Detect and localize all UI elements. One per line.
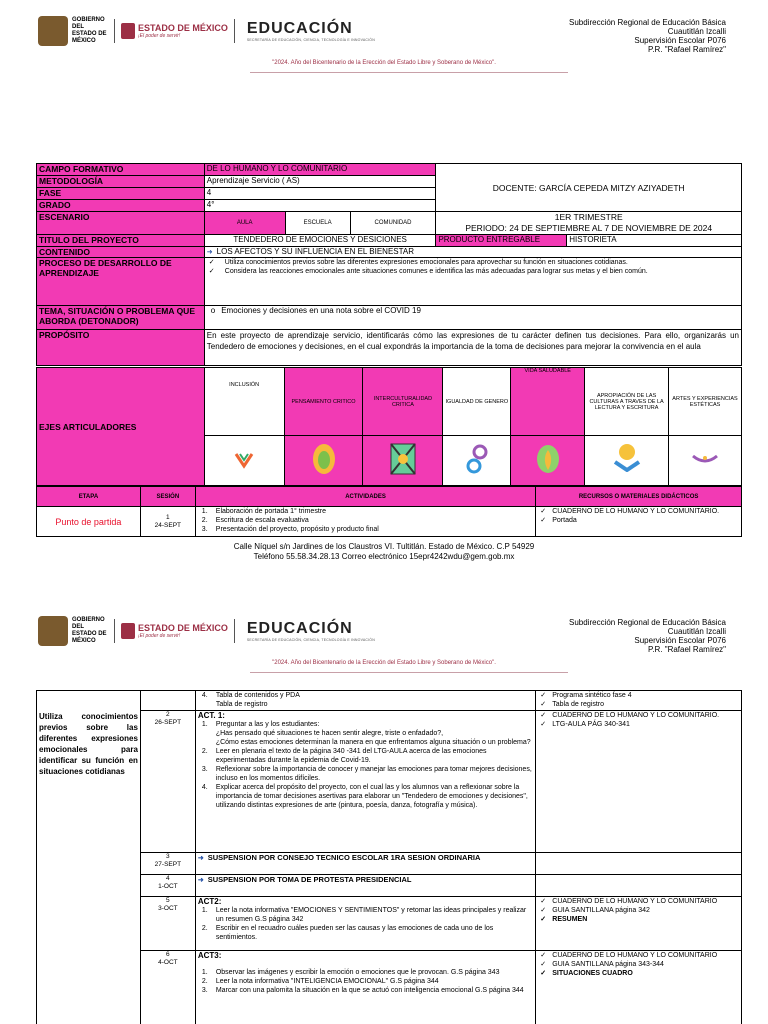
sesion-date: 26-SEPT: [154, 719, 182, 726]
recurso-item: ✓ CUADERNO DE LO HUMANO Y LO COMUNITARIO: [538, 951, 739, 960]
actividades-header: ACTIVIDADES: [195, 487, 535, 507]
recurso-item: ✓ GUIA SANTILLANA página 343-344: [538, 960, 739, 969]
sesion-5-actividades: [195, 897, 535, 951]
header-right-line: Subdirección Regional de Educación Básica: [569, 18, 726, 27]
recursos-header: RECURSOS O MATERIALES DIDÁCTICOS: [536, 487, 742, 507]
plan-table-p2: [36, 690, 742, 1024]
proceso-label: PROCESO DE DESARROLLO DE APRENDIZAJE: [37, 258, 205, 306]
sesion-date: 27-SEPT: [154, 861, 182, 868]
tema-value: Emociones y decisiones en una nota sobre el COVID 19: [221, 306, 421, 315]
header-right-line: P.R. "Rafael Ramírez": [647, 645, 726, 654]
actividades-list: [198, 968, 533, 995]
sesion-2-cell: [140, 711, 195, 853]
actividad-text: Marcar con una palomita la situación en la que se actuó con inteligencia emocional G.S página 344: [215, 987, 524, 994]
eje-pensamiento: PENSAMIENTO CRITICO: [284, 368, 363, 436]
eje-vida: VIDA SALUDABLE: [511, 368, 585, 436]
gob-line3: MÉXICO: [72, 38, 96, 44]
sesion-6-cell: [140, 951, 195, 1024]
gob-line1: GOBIERNO DEL: [72, 617, 105, 630]
actividad-item: 1. Elaboración de portada 1° trimestre: [201, 508, 326, 515]
educacion-logo: [247, 20, 375, 42]
header-right-line: Supervisión Escolar P076: [634, 36, 726, 45]
sesion-2-recursos: [536, 711, 742, 853]
actividad-item: 1. Preguntar a las y los estudiantes:: [201, 721, 320, 728]
trimestre: 1ER TRIMESTRE: [554, 212, 623, 222]
sesion-5-recursos: [536, 897, 742, 951]
sesion-cell: [140, 507, 195, 537]
eje-igualdad-icon-cell: [443, 436, 511, 486]
recursos-list: [538, 711, 739, 729]
eje-pensamiento-icon-cell: [284, 436, 363, 486]
eje-artes-icon-cell: [669, 436, 742, 486]
proceso-list: [207, 258, 739, 276]
gob-line2: ESTADO DE: [72, 631, 107, 637]
recurso-item: ✓ LTG-AULA PÁG 340-341: [538, 720, 739, 729]
metodologia-value: Aprendizaje Servicio ( AS): [204, 176, 436, 188]
etapa-value: Punto de partida: [37, 507, 141, 537]
edomex-logo: [121, 623, 228, 639]
educacion-subtitle: SECRETARÍA DE EDUCACIÓN, CIENCIA, TECNOLOGÍA E INNOVACIÓN: [246, 638, 375, 642]
sesion-4-actividades: [195, 875, 535, 897]
sesion-4-cell: [140, 875, 195, 897]
recurso-item: ✓ CUADERNO DE LO HUMANO Y LO COMUNITARIO.: [538, 711, 739, 720]
actividad-item: 3. Presentación del proyecto, propósito y producto final: [201, 526, 379, 533]
escenario-comunidad: COMUNIDAD: [350, 212, 436, 235]
actividad-text: Elaboración de portada 1° trimestre: [215, 508, 326, 515]
motto-text: "2024. Año del Bicentenario de la Erección del Estado Libre y Soberano de México".: [272, 60, 496, 66]
producto-value: HISTORIETA: [567, 235, 742, 247]
actividad-text: Presentación del proyecto, propósito y producto final: [215, 526, 379, 533]
vida-saludable-icon: [535, 442, 561, 476]
eje-inclusion: INCLUSIÓN: [204, 368, 284, 436]
actividad-text: Leer la nota informativa "INTELIGENCIA EMOCIONAL" G.S página 344: [215, 978, 439, 985]
footer-contact: Teléfono 55.58.34.28.13 Correo electrónico 15epr4242wdu@gem.gob.mx: [253, 552, 515, 561]
etapa-header: ETAPA: [37, 487, 141, 507]
actividad-text: Escribir en el recuadro cuáles pueden ser las causas y las emociones de cada uno de los sentimientos.: [215, 925, 494, 941]
motto-underline: [250, 672, 568, 673]
page-2: [0, 600, 768, 1024]
escenario-escuela: ESCUELA: [285, 212, 350, 235]
escenario-label: ESCENARIO: [37, 212, 205, 235]
actividad-item: 2. Leer la nota informativa "INTELIGENCIA EMOCIONAL" G.S página 344: [201, 978, 439, 985]
edomex-slogan: ¡El poder de servir!: [138, 632, 181, 639]
campo-value: DE LO HUMANO Y LO COMUNITARIO: [204, 164, 436, 176]
actividad-text: Leer en plenaria el texto de la página 340 -341 del LTG-AULA acerca de las emociones experimentadas durante la epidemia de Covid-19.: [215, 748, 487, 764]
trimestre-cell: [436, 212, 742, 235]
page-header: [0, 0, 768, 70]
ejes-label: EJES ARTICULADORES: [37, 368, 205, 486]
actividad-item: 4. Explicar acerca del propósito del proyecto, con el cual las y los alumnos van a reflexionar sobre la importancia de tomar decisiones asertivas para elaborar un "Tendedero de emociones y decisiones", utilizando distintas expresiones de arte (pintura, poesía, danza, fotografía y música).: [201, 784, 528, 809]
divider: [234, 619, 235, 643]
tema-label: TEMA, SITUACIÓN O PROBLEMA QUE ABORDA (DETONADOR): [37, 306, 205, 330]
motto: [0, 660, 768, 666]
actividad-item: 3. Marcar con una palomita la situación en la que se actuó con inteligencia emocional G.S página 344: [201, 987, 524, 994]
sesion-header: SESIÓN: [140, 487, 195, 507]
header-right: [569, 618, 726, 654]
actividad-item: [198, 738, 533, 747]
side-text: Utiliza conocimientos previos sobre las diferentes expresiones emocionales para identificar su función en situaciones cotidianas: [37, 691, 141, 1024]
eje-igualdad: IGUALDAD DE GENERO: [443, 368, 511, 436]
docente: DOCENTE: GARCÍA CEPEDA MITZY AZIYADETH: [436, 164, 742, 212]
eje-vida-icon-cell: [511, 436, 585, 486]
actividad-text: Preguntar a las y los estudiantes:: [215, 721, 320, 728]
header-right-line: Cuautitlán Izcalli: [667, 27, 726, 36]
sesion-5-cell: [140, 897, 195, 951]
edomex-name: ESTADO DE MÉXICO: [138, 22, 228, 33]
actividad-item: 2. Escribir en el recuadro cuáles pueden ser las causas y las emociones de cada uno de los sentimientos.: [201, 925, 494, 941]
recursos-list: [538, 951, 739, 978]
gob-line3: MÉXICO: [72, 638, 96, 644]
suspension-text: SUSPENSION POR CONSEJO TECNICO ESCOLAR 1RA SESION ORDINARIA: [207, 853, 481, 862]
recurso-item: ✓ Programa sintético fase 4: [538, 691, 739, 700]
actividades-list: [198, 906, 533, 942]
sesion-2-actividades: [195, 711, 535, 853]
arrow-icon: [198, 875, 208, 884]
educacion-subtitle: SECRETARÍA DE EDUCACIÓN, CIENCIA, TECNOLOGÍA E INNOVACIÓN: [246, 38, 375, 42]
lectura-icon: [613, 442, 641, 472]
logo-group: [38, 616, 375, 646]
row0-actividades: [195, 691, 535, 711]
motto-text: "2024. Año del Bicentenario de la Erección del Estado Libre y Soberano de México".: [272, 660, 496, 666]
tema-cell: o Emociones y decisiones en una nota sobre el COVID 19: [204, 306, 741, 330]
proceso-item: ✓ Considera las reacciones emocionales ante situaciones comunes e identifica las más adecuadas para lograr sus metas y el bien común.: [207, 267, 739, 276]
sesion-date: 3-OCT: [158, 905, 178, 912]
recursos-cell: [536, 507, 742, 537]
suspension-text: SUSPENSION POR TOMA DE PROTESTA PRESIDENCIAL: [207, 875, 412, 884]
actividad-text: ¿Has pensado qué situaciones te hacen sentir alegre, triste o enfadado?,: [215, 730, 444, 737]
titulo-label: TITULO DEL PROYECTO: [37, 235, 205, 247]
header-right: [569, 18, 726, 54]
sesion-num: 4: [166, 875, 170, 882]
footer-address: Calle Níquel s/n Jardines de los Claustros VI. Tultitlán. Estado de México. C.P 54929: [233, 542, 535, 551]
edomex-logo: [121, 23, 228, 39]
empty-cell: [536, 875, 742, 897]
sesion-num: 5: [166, 897, 170, 904]
proposito-label: PROPÓSITO: [37, 330, 205, 366]
eje-lectura: APROPIACIÓN DE LAS CULTURAS A TRAVES DE LA LECTURA Y ESCRITURA: [585, 368, 669, 436]
recurso-item: ✓ CUADERNO DE LO HUMANO Y LO COMUNITARIO: [538, 897, 739, 906]
igualdad-icon: [464, 442, 490, 476]
sesion-date: 24-SEPT: [154, 521, 182, 529]
project-form-table: [36, 163, 742, 366]
header-right-line: Supervisión Escolar P076: [634, 636, 726, 645]
arrow-icon: [198, 853, 208, 862]
sesion-num: 2: [166, 711, 170, 718]
recurso-item: ✓ CUADERNO DE LO HUMANO Y LO COMUNITARIO.: [538, 507, 739, 516]
recursos-list: [538, 507, 739, 525]
header-right-line: P.R. "Rafael Ramírez": [647, 45, 726, 54]
sesion-date: 4-OCT: [158, 959, 178, 966]
actividad-text: Explicar acerca del propósito del proyecto, con el cual las y los alumnos van a reflexionar sobre la importancia de tomar decisiones asertivas para elaborar un "Tendedero de emociones y decisiones", utilizando distintas expresiones de arte (pintura, poesía, danza, fotografía y música).: [215, 784, 528, 809]
interculturalidad-icon: [389, 442, 417, 476]
empty-cell: [536, 853, 742, 875]
educacion-title: EDUCACIÓN: [246, 620, 353, 637]
fase-label: FASE: [37, 188, 205, 200]
gob-line2: ESTADO DE: [72, 31, 107, 37]
sesion-6-recursos: [536, 951, 742, 1024]
sesion-3-actividades: [195, 853, 535, 875]
actividad-text: Tabla de registro: [215, 701, 268, 708]
recurso-item: ✓ Portada: [538, 516, 739, 525]
header-right-line: Subdirección Regional de Educación Básica: [569, 618, 726, 627]
actividad-item: [198, 729, 533, 738]
campo-label: CAMPO FORMATIVO: [37, 164, 205, 176]
actividades-list: [198, 720, 533, 810]
eje-artes: ARTES Y EXPERIENCIAS ESTÉTICAS: [669, 368, 742, 436]
sesion-num: 3: [166, 853, 170, 860]
actividad-item: 3. Reflexionar sobre la importancia de conocer y manejar las emociones para tomar mejores decisiones, incluso en los momentos difíciles.: [201, 766, 532, 782]
educacion-logo: [247, 620, 375, 642]
titulo-value: TENDEDERO DE EMOCIONES Y DESICIONES: [204, 235, 436, 247]
sesion-date: 1-OCT: [158, 883, 178, 890]
eje-lectura-icon-cell: [585, 436, 669, 486]
footer: [0, 542, 768, 562]
sesion-6-actividades: [195, 951, 535, 1024]
edomex-icon: [121, 623, 135, 639]
actividad-text: Escritura de escala evaluativa: [215, 517, 309, 524]
edomex-slogan: ¡El poder de servir!: [138, 32, 181, 39]
pensamiento-icon: [311, 442, 337, 476]
plan-table-p1: [36, 486, 742, 537]
sesion-num: 6: [166, 951, 170, 958]
artes-icon: [691, 452, 719, 466]
header-right-line: Cuautitlán Izcalli: [667, 627, 726, 636]
act-title: ACT2:: [197, 897, 222, 906]
actividad-text: ¿Cómo estas emociones determinan la manera en que enfrentamos alguna situación o un problema?: [215, 739, 531, 746]
seal-icon: [38, 16, 68, 46]
sesion-3-cell: [140, 853, 195, 875]
divider: [234, 19, 235, 43]
motto: [0, 60, 768, 66]
contenido-label: CONTENIDO: [37, 247, 205, 258]
edomex-icon: [121, 23, 135, 39]
actividad-item: 1. Observar las imágenes y escribir la emoción o emociones que le provocan. G.S página 343: [201, 969, 500, 976]
proceso-cell: [204, 258, 741, 306]
divider: [114, 619, 115, 643]
actividad-item: 2. Leer en plenaria el texto de la página 340 -341 del LTG-AULA acerca de las emociones experimentadas durante la epidemia de Covid-19.: [201, 748, 487, 764]
escenario-aula: AULA: [204, 212, 285, 235]
inclusion-icon: [233, 448, 255, 470]
logo-group: [38, 16, 375, 46]
act-title: ACT. 1:: [197, 711, 225, 720]
recurso-item: ✓ Tabla de registro: [538, 700, 739, 709]
actividad-item: [198, 700, 533, 709]
empty-cell: [140, 691, 195, 711]
recurso-item: ✓ GUIA SANTILLANA página 342: [538, 906, 739, 915]
fase-value: 4: [204, 188, 436, 200]
contenido-value: LOS AFECTOS Y SU INFLUENCIA EN EL BIENESTAR: [216, 247, 415, 256]
actividades-list: [198, 691, 533, 709]
proceso-item: ✓ Utiliza conocimientos previos sobre las diferentes expresiones emocionales para aprovechar su función en situaciones cotidianas.: [207, 258, 739, 267]
edomex-name: ESTADO DE MÉXICO: [138, 622, 228, 633]
sesion-num: 1: [166, 513, 170, 521]
periodo: PERIODO: 24 DE SEPTIEMBRE AL 7 DE NOVIEMBRE DE 2024: [465, 223, 713, 233]
eje-interculturalidad: INTERCULTURALIDAD CRITICA: [363, 368, 443, 436]
actividad-item: 2. Escritura de escala evaluativa: [201, 517, 309, 524]
gob-line1: GOBIERNO DEL: [72, 17, 105, 30]
grado-label: GRADO: [37, 200, 205, 212]
actividad-item: 4. Tabla de contenidos y PDA: [201, 692, 300, 699]
motto-underline: [250, 72, 568, 73]
producto-label: PRODUCTO ENTREGABLE: [436, 235, 567, 247]
eje-interculturalidad-icon-cell: [363, 436, 443, 486]
actividad-text: Leer la nota informativa "EMOCIONES Y SENTIMIENTOS" y retomar las ideas principales y realizar un resumen G.S página 342: [215, 907, 527, 923]
eje-inclusion-icon-cell: [204, 436, 284, 486]
divider: [114, 19, 115, 43]
recurso-item: ✓ RESUMEN: [538, 915, 739, 924]
actividad-text: Observar las imágenes y escribir la emoción o emociones que le provocan. G.S página 343: [215, 969, 500, 976]
seal-icon: [38, 616, 68, 646]
actividad-item: 1. Leer la nota informativa "EMOCIONES Y SENTIMIENTOS" y retomar las ideas principales y realizar un resumen G.S página 342: [201, 907, 527, 923]
recursos-list: [538, 691, 739, 709]
ejes-table: [36, 367, 742, 486]
actividad-text: Reflexionar sobre la importancia de conocer y manejar las emociones para tomar mejores decisiones, incluso en los momentos difíciles.: [215, 766, 532, 782]
row0-recursos: [536, 691, 742, 711]
act-title: ACT3:: [197, 951, 222, 960]
actividades-list: [198, 507, 533, 534]
educacion-title: EDUCACIÓN: [246, 20, 353, 37]
proposito-value: En este proyecto de aprendizaje servicio, identificarás cómo las expresiones de tu carácter definen tus decisiones. Para ello, organizarás un Tendedero de emociones y decisiones, en el cual expondrás la importancia de la toma de decisiones para mejorar la convivencia en el aula: [204, 330, 741, 366]
recurso-item: ✓ SITUACIONES CUADRO: [538, 969, 739, 978]
metodologia-label: METODOLOGÍA: [37, 176, 205, 188]
contenido-cell: [204, 247, 741, 258]
recursos-list: [538, 897, 739, 924]
arrow-icon: [207, 247, 217, 256]
grado-value: 4°: [204, 200, 436, 212]
actividad-text: Tabla de contenidos y PDA: [215, 692, 300, 699]
actividades-cell: [195, 507, 535, 537]
page-header: [0, 600, 768, 670]
